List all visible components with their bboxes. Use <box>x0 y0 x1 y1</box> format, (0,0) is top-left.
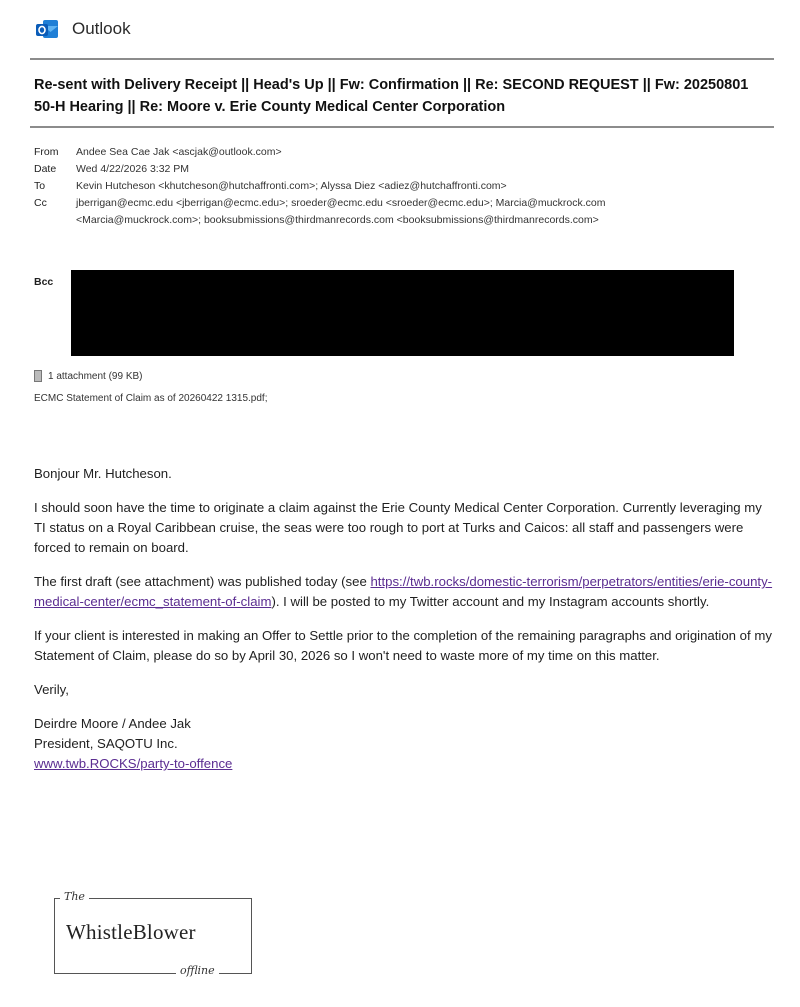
subject-divider <box>30 126 774 128</box>
from-label: From <box>34 146 59 158</box>
logo-title: WhistleBlower <box>66 920 196 944</box>
app-header <box>34 14 131 44</box>
date-row <box>34 161 774 178</box>
attachment-icon <box>34 370 42 382</box>
bcc-label: Bcc <box>34 276 54 288</box>
paragraph-2 <box>34 572 774 612</box>
cc-row <box>34 195 774 229</box>
attachment-summary <box>34 370 143 382</box>
signature-name: Deirdre Moore / Andee Jak <box>34 716 191 731</box>
from-row <box>34 144 774 161</box>
paragraph-2-text-before: The first draft (see attachment) was published today (see <box>34 574 371 589</box>
signature-title: President, SAQOTU Inc. <box>34 736 178 751</box>
attachment-file[interactable]: ECMC Statement of Claim as of 20260422 1315.pdf; <box>34 393 268 404</box>
bcc-redaction <box>71 270 734 356</box>
greeting: Bonjour Mr. Hutcheson. <box>34 466 172 481</box>
whistleblower-logo <box>46 888 256 980</box>
outlook-logo-icon <box>34 16 60 42</box>
email-headers <box>34 144 774 229</box>
to-value[interactable]: Kevin Hutcheson <khutcheson@hutchaffronti.com>; Alyssa Diez <adiez@hutchaffronti.com> <box>76 180 507 192</box>
header-divider <box>30 58 774 60</box>
email-body <box>34 464 774 788</box>
logo-offline: offline <box>176 964 219 977</box>
cc-label: Cc <box>34 197 47 209</box>
attachment-count: 1 attachment (99 KB) <box>48 370 143 382</box>
date-label: Date <box>34 163 57 175</box>
closing: Verily, <box>34 682 69 697</box>
to-label: To <box>34 180 46 192</box>
signature <box>34 714 774 774</box>
email-subject: Re-sent with Delivery Receipt || Head's Up || Fw: Confirmation || Re: SECOND REQUEST || Fw: 20250801 50-H Hearing || Re: Moore v. Erie County Medical Center Corporation <box>34 77 749 115</box>
date-value: Wed 4/22/2026 3:32 PM <box>76 163 190 175</box>
statement-of-claim-link[interactable]: https://twb.rocks/domestic-terrorism/perpetrators/entities/erie-county-medical-center/ecmc_statement-of-claim <box>34 574 773 609</box>
signature-link[interactable]: www.twb.ROCKS/party-to-offence <box>34 756 233 771</box>
paragraph-1: I should soon have the time to originate a claim against the Erie County Medical Center Corporation. Currently leveraging my TI status on a Royal Caribbean cruise, the seas were too rough to port at Turks and Caicos: all staff and passengers were forced to remain on board. <box>34 500 762 555</box>
paragraph-3: If your client is interested in making an Offer to Settle prior to the completion of the remaining paragraphs and origination of my Statement of Claim, please do so by April 30, 2026 so I won't need to waste more of my time on this matter. <box>34 628 772 663</box>
to-row <box>34 178 774 195</box>
paragraph-2-text-after: ). I will be posted to my Twitter account and my Instagram accounts shortly. <box>271 594 710 609</box>
from-value[interactable]: Andee Sea Cae Jak <ascjak@outlook.com> <box>76 146 282 158</box>
cc-value[interactable]: jberrigan@ecmc.edu <jberrigan@ecmc.edu>; sroeder@ecmc.edu <sroeder@ecmc.edu>; Marcia@muckrock.com <Marcia@muckrock.com>; booksubmissions@thirdmanrecords.com <booksubmissions@thirdmanrecords.com> <box>76 197 606 226</box>
logo-the: The <box>60 890 89 903</box>
app-name: Outlook <box>72 19 131 38</box>
